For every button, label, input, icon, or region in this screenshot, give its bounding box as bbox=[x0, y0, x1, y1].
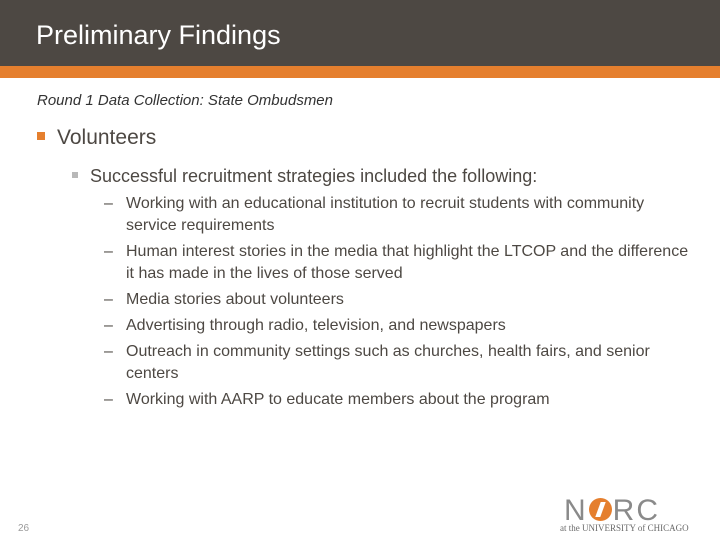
dash-bullet-icon: – bbox=[104, 291, 113, 308]
list-item: – Working with AARP to educate members about the program bbox=[104, 389, 694, 411]
logo-subtext: at the UNIVERSITY of CHICAGO bbox=[560, 523, 689, 533]
dash-bullet-icon: – bbox=[104, 391, 113, 408]
bullet-level2-text: Successful recruitment strategies included the following: bbox=[90, 166, 538, 186]
slide-title: Preliminary Findings bbox=[36, 20, 281, 50]
page-number: 26 bbox=[18, 523, 30, 534]
logo-wordmark: N RC bbox=[564, 494, 661, 527]
title-bar bbox=[0, 0, 720, 66]
bullet-level1 bbox=[37, 126, 156, 150]
norc-logo bbox=[558, 494, 713, 534]
strategy-list bbox=[104, 193, 694, 415]
list-item: – Working with an educational institution to recruit students with community service requirements bbox=[104, 195, 645, 234]
dash-bullet-icon: – bbox=[104, 195, 113, 212]
logo-o-icon bbox=[589, 498, 612, 521]
accent-bar bbox=[0, 66, 720, 78]
square-bullet-icon bbox=[72, 172, 78, 178]
square-bullet-icon bbox=[37, 132, 45, 140]
slide-subtitle: Round 1 Data Collection: State Ombudsmen bbox=[37, 92, 333, 109]
list-item: – Media stories about volunteers bbox=[104, 289, 694, 311]
list-item: – Human interest stories in the media that highlight the LTCOP and the difference it has made in the lives of those served bbox=[104, 243, 689, 282]
bullet-level1-text: Volunteers bbox=[57, 126, 157, 149]
dash-bullet-icon: – bbox=[104, 343, 113, 360]
list-item: – Advertising through radio, television, and newspapers bbox=[104, 315, 694, 337]
list-item: – Outreach in community settings such as churches, health fairs, and senior centers bbox=[104, 343, 650, 382]
dash-bullet-icon: – bbox=[104, 243, 113, 260]
dash-bullet-icon: – bbox=[104, 317, 113, 334]
bullet-level2 bbox=[72, 166, 537, 187]
